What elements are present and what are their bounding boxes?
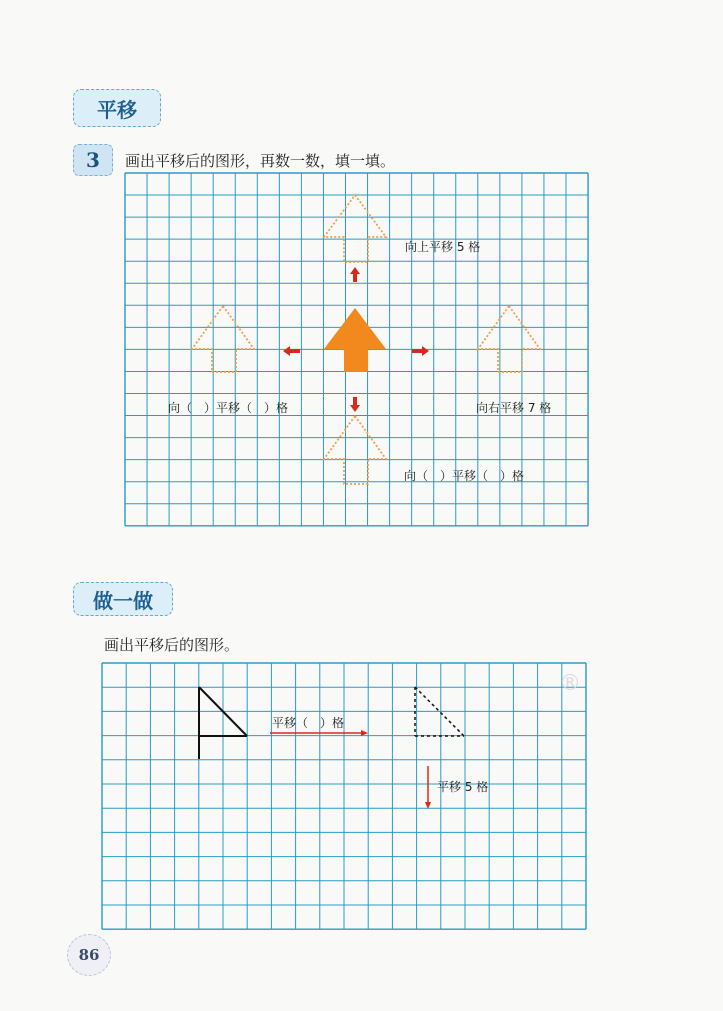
center-solid-arrow (324, 308, 386, 372)
label-right: 向右平移 7 格 (476, 401, 552, 415)
page-number-badge (67, 934, 111, 976)
watermark-mark: ® (559, 671, 581, 696)
problem-instruction: 画出平移后的图形，再数一数，填一填。 (125, 152, 396, 170)
label-right-move: 平移（ ）格 (272, 716, 345, 730)
red-arrow-left (283, 346, 300, 356)
red-arrow-down (350, 397, 360, 412)
section2-title-tag (73, 582, 173, 616)
red-arrow-right (412, 346, 429, 356)
problem-number: 3 (86, 148, 100, 172)
instruction-2: 画出平移后的图形。 (104, 636, 240, 654)
label-down: 向（ ）平移（ ）格 (404, 469, 525, 483)
dotted-arrow-up (324, 195, 386, 262)
red-arrow-up (350, 267, 360, 282)
dotted-arrow-right (478, 306, 540, 372)
section2-title: 做一做 (93, 588, 153, 613)
dotted-arrow-down (324, 416, 386, 484)
label-up: 向上平移 5 格 (405, 240, 481, 254)
grid-2-lines (102, 663, 586, 929)
section-title: 平移 (97, 97, 137, 122)
page-number: 86 (78, 946, 100, 964)
label-left: 向（ ）平移（ ）格 (168, 401, 289, 415)
red-arrow-down-move (425, 766, 431, 809)
dotted-arrow-left (192, 306, 254, 372)
label-down-move: 平移 5 格 (437, 780, 489, 794)
